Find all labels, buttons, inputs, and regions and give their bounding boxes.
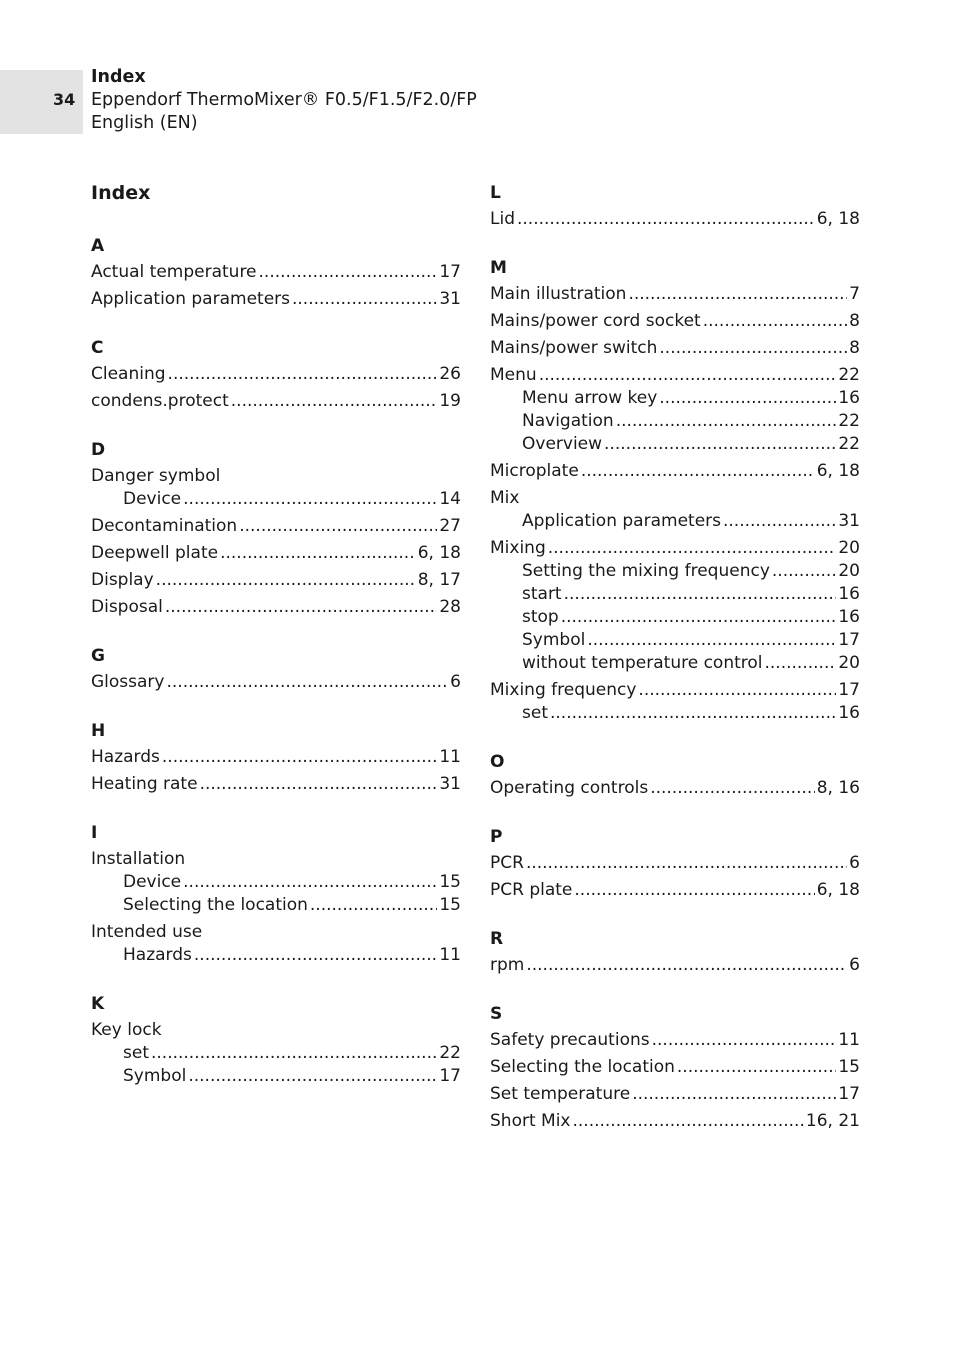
index-page-refs: 20 (838, 561, 860, 581)
index-entry-row (91, 921, 461, 944)
dot-leader (292, 288, 437, 311)
index-page-refs: 22 (439, 1043, 461, 1063)
index-page-refs: 28 (439, 597, 461, 617)
index-page-refs: 31 (439, 289, 461, 309)
index-entry-row (91, 746, 461, 769)
index-page-refs: 22 (838, 434, 860, 454)
index-term: Cleaning (91, 364, 166, 384)
section-letter: P (490, 827, 503, 847)
index-subentry-row (490, 583, 860, 606)
index-subentry-row (91, 871, 461, 894)
index-entry (91, 515, 461, 538)
index-entry-row (490, 879, 860, 902)
index-subentry-row (490, 433, 860, 456)
index-term: Mix (490, 488, 520, 508)
index-term: Symbol (522, 630, 586, 650)
index-entry (91, 261, 461, 284)
index-term: Glossary (91, 672, 165, 692)
index-page-refs: 17 (439, 262, 461, 282)
index-page-refs: 27 (439, 516, 461, 536)
index-entry-row (490, 1110, 860, 1133)
index-entry-row (91, 773, 461, 796)
index-entry-row (91, 1019, 461, 1042)
index-subentry-row (490, 510, 860, 533)
index-entry (490, 1110, 860, 1133)
index-term: Short Mix (490, 1111, 571, 1131)
page-number: 34 (53, 90, 76, 109)
index-entry-row (91, 596, 461, 619)
index-section (490, 824, 860, 902)
index-entry-row (91, 261, 461, 284)
index-page-refs: 6 (849, 853, 860, 873)
dot-leader (259, 261, 438, 284)
dot-leader (200, 773, 438, 796)
index-page-refs: 16 (838, 703, 860, 723)
index-page-refs: 15 (838, 1057, 860, 1077)
dot-leader (548, 537, 837, 560)
index-section (490, 1001, 860, 1133)
section-letter: L (490, 183, 501, 203)
index-page-refs: 7 (849, 284, 860, 304)
index-term: PCR (490, 853, 524, 873)
index-page-refs: 8 (849, 311, 860, 331)
index-term: Lid (490, 209, 515, 229)
index-entry (490, 364, 860, 456)
index-term: set (123, 1043, 149, 1063)
index-entry-row (490, 283, 860, 306)
index-term: Menu (490, 365, 537, 385)
dot-leader (168, 363, 438, 386)
index-page-refs: 16 (838, 388, 860, 408)
index-page-refs: 17 (838, 1084, 860, 1104)
dot-leader (632, 1083, 836, 1106)
index-entry-row (490, 777, 860, 800)
section-letter: G (91, 646, 105, 666)
dot-leader (239, 515, 437, 538)
index-entry (91, 671, 461, 694)
section-letter: K (91, 994, 105, 1014)
index-entry (91, 921, 461, 967)
index-entry (490, 879, 860, 902)
dot-leader (772, 560, 836, 583)
index-page-refs: 8, 17 (417, 570, 461, 590)
index-page-refs: 26 (439, 364, 461, 384)
index-entry (490, 852, 860, 875)
dot-leader (652, 1029, 837, 1052)
index-entry (91, 288, 461, 311)
header-section-title: Index (91, 67, 146, 87)
dot-leader (587, 629, 836, 652)
index-entry-row (91, 671, 461, 694)
index-entry (490, 777, 860, 800)
index-subentry-row (490, 629, 860, 652)
index-section (91, 718, 461, 796)
index-section (490, 926, 860, 977)
index-term: Heating rate (91, 774, 198, 794)
dot-leader (659, 387, 836, 410)
index-page-refs: 22 (838, 411, 860, 431)
section-letter: O (490, 752, 505, 772)
index-entry (490, 310, 860, 333)
index-term: Device (123, 872, 182, 892)
index-entry (490, 460, 860, 483)
index-section (91, 233, 461, 311)
index-subentry-row (490, 702, 860, 725)
index-page-refs: 31 (439, 774, 461, 794)
index-page-refs: 8 (849, 338, 860, 358)
index-section (91, 335, 461, 413)
index-entry (490, 487, 860, 533)
index-entry (91, 363, 461, 386)
index-term: Safety precautions (490, 1030, 650, 1050)
index-entry (91, 390, 461, 413)
index-subentry-row (91, 488, 461, 511)
section-letter: I (91, 823, 98, 843)
index-entry-row (91, 569, 461, 592)
index-subentry-row (91, 894, 461, 917)
index-page-refs: 11 (838, 1030, 860, 1050)
running-header (91, 66, 477, 135)
index-entry (490, 337, 860, 360)
index-section (490, 749, 860, 800)
index-term: Device (123, 489, 182, 509)
dot-leader (765, 652, 837, 675)
index-entry-row (490, 954, 860, 977)
index-entry-row (490, 364, 860, 387)
dot-leader (183, 488, 437, 511)
dot-leader (723, 510, 836, 533)
index-page-refs: 11 (439, 747, 461, 767)
index-term: Set temperature (490, 1084, 631, 1104)
section-letter: H (91, 721, 106, 741)
index-entry-row (490, 852, 860, 875)
dot-leader (517, 208, 815, 231)
index-entry-row (91, 515, 461, 538)
index-page-refs: 31 (838, 511, 860, 531)
index-entry-row (490, 1029, 860, 1052)
index-entry-row (490, 1083, 860, 1106)
section-letter: S (490, 1004, 503, 1024)
dot-leader (677, 1056, 836, 1079)
index-term: Actual temperature (91, 262, 257, 282)
index-term: Microplate (490, 461, 579, 481)
dot-leader (659, 337, 847, 360)
index-subentry-row (490, 560, 860, 583)
dot-leader (526, 954, 847, 977)
index-entry-row (490, 679, 860, 702)
dot-leader (526, 852, 847, 875)
section-letter: R (490, 929, 504, 949)
index-page-refs: 15 (439, 895, 461, 915)
dot-leader (188, 1065, 437, 1088)
dot-leader (574, 879, 814, 902)
index-term: stop (522, 607, 559, 627)
dot-leader (572, 1110, 803, 1133)
index-entry (490, 208, 860, 231)
index-page-refs: 6, 18 (417, 543, 461, 563)
header-product: Eppendorf ThermoMixer® F0.5/F1.5/F2.0/FP (91, 90, 477, 110)
dot-leader (550, 702, 836, 725)
index-title: Index (91, 182, 151, 204)
index-term: Mixing (490, 538, 546, 558)
index-entry-row (490, 1056, 860, 1079)
index-term: Intended use (91, 922, 203, 942)
index-page-refs: 19 (439, 391, 461, 411)
index-entry (490, 1056, 860, 1079)
dot-leader (310, 894, 437, 917)
section-letter: A (91, 236, 105, 256)
index-entry (91, 773, 461, 796)
index-entry-row (490, 337, 860, 360)
index-term: PCR plate (490, 880, 573, 900)
index-entry (490, 1083, 860, 1106)
index-entry (91, 596, 461, 619)
dot-leader (166, 671, 448, 694)
index-page-refs: 20 (838, 653, 860, 673)
index-entry (490, 679, 860, 725)
index-entry (490, 954, 860, 977)
index-page-refs: 17 (838, 680, 860, 700)
index-term: Hazards (123, 945, 192, 965)
index-subentry-row (490, 387, 860, 410)
dot-leader (703, 310, 847, 333)
index-section (91, 820, 461, 967)
index-section (490, 180, 860, 231)
index-entry (91, 542, 461, 565)
index-subentry-row (490, 410, 860, 433)
index-term: rpm (490, 955, 525, 975)
index-term: Mains/power cord socket (490, 311, 701, 331)
index-subentry-row (91, 1042, 461, 1065)
index-term: Selecting the location (490, 1057, 675, 1077)
index-term: Navigation (522, 411, 614, 431)
index-column-right (490, 180, 860, 1157)
index-term: Display (91, 570, 154, 590)
index-term: Deepwell plate (91, 543, 219, 563)
dot-leader (194, 944, 437, 967)
index-entry-row (91, 465, 461, 488)
index-term: set (522, 703, 548, 723)
index-entry (91, 848, 461, 917)
index-term: Application parameters (91, 289, 290, 309)
index-page-refs: 16 (838, 607, 860, 627)
index-term: Danger symbol (91, 466, 221, 486)
index-entry-row (490, 537, 860, 560)
index-entry-row (490, 460, 860, 483)
index-subentry-row (91, 944, 461, 967)
index-page-refs: 6, 18 (816, 461, 860, 481)
index-term: Application parameters (522, 511, 721, 531)
index-page-refs: 20 (838, 538, 860, 558)
index-term: Installation (91, 849, 186, 869)
index-entry (91, 465, 461, 511)
index-entry (490, 283, 860, 306)
dot-leader (561, 606, 837, 629)
index-column-left (91, 180, 461, 1112)
index-subentry-row (91, 1065, 461, 1088)
index-section (490, 255, 860, 725)
index-term: Disposal (91, 597, 163, 617)
index-term: Menu arrow key (522, 388, 658, 408)
index-entry (490, 1029, 860, 1052)
dot-leader (183, 871, 437, 894)
section-letter: M (490, 258, 507, 278)
dot-leader (162, 746, 437, 769)
index-entry-row (91, 390, 461, 413)
index-section (91, 437, 461, 619)
dot-leader (231, 390, 438, 413)
dot-leader (616, 410, 837, 433)
index-entry-row (91, 363, 461, 386)
index-page-refs: 16, 21 (805, 1111, 860, 1131)
section-letter: C (91, 338, 104, 358)
dot-leader (650, 777, 815, 800)
index-term: Main illustration (490, 284, 627, 304)
index-page-refs: 6, 18 (816, 880, 860, 900)
index-entry-row (91, 848, 461, 871)
index-entry (91, 1019, 461, 1088)
index-term: Decontamination (91, 516, 238, 536)
index-section (91, 991, 461, 1088)
index-term: Setting the mixing frequency (522, 561, 770, 581)
dot-leader (604, 433, 836, 456)
index-term: Mains/power switch (490, 338, 658, 358)
index-page-refs: 15 (439, 872, 461, 892)
index-term: Overview (522, 434, 603, 454)
index-term: Symbol (123, 1066, 187, 1086)
index-entry-row (91, 288, 461, 311)
index-page-refs: 16 (838, 584, 860, 604)
index-page-refs: 6 (849, 955, 860, 975)
index-entry (91, 569, 461, 592)
index-term: Key lock (91, 1020, 162, 1040)
index-subentry-row (490, 606, 860, 629)
index-page-refs: 6 (450, 672, 461, 692)
index-term: Hazards (91, 747, 160, 767)
index-term: condens.protect (91, 391, 229, 411)
index-entry-row (490, 310, 860, 333)
index-term: without temperature control (522, 653, 763, 673)
index-term: Mixing frequency (490, 680, 637, 700)
index-page-refs: 11 (439, 945, 461, 965)
index-term: Operating controls (490, 778, 649, 798)
index-page-refs: 14 (439, 489, 461, 509)
index-section (91, 643, 461, 694)
index-term: Selecting the location (123, 895, 308, 915)
index-page-refs: 8, 16 (816, 778, 860, 798)
index-page-refs: 6, 18 (816, 209, 860, 229)
index-term: start (522, 584, 562, 604)
section-letter: D (91, 440, 106, 460)
index-entry (490, 537, 860, 675)
index-page-refs: 17 (838, 630, 860, 650)
dot-leader (628, 283, 847, 306)
dot-leader (564, 583, 837, 606)
index-page-refs: 22 (838, 365, 860, 385)
index-entry (91, 746, 461, 769)
dot-leader (165, 596, 437, 619)
index-entry-row (91, 542, 461, 565)
header-language: English (EN) (91, 113, 198, 133)
index-page-refs: 17 (439, 1066, 461, 1086)
dot-leader (581, 460, 815, 483)
dot-leader (220, 542, 416, 565)
index-entry-row (490, 487, 860, 510)
index-entry-row (490, 208, 860, 231)
dot-leader (156, 569, 416, 592)
dot-leader (638, 679, 836, 702)
dot-leader (151, 1042, 437, 1065)
dot-leader (539, 364, 837, 387)
index-subentry-row (490, 652, 860, 675)
